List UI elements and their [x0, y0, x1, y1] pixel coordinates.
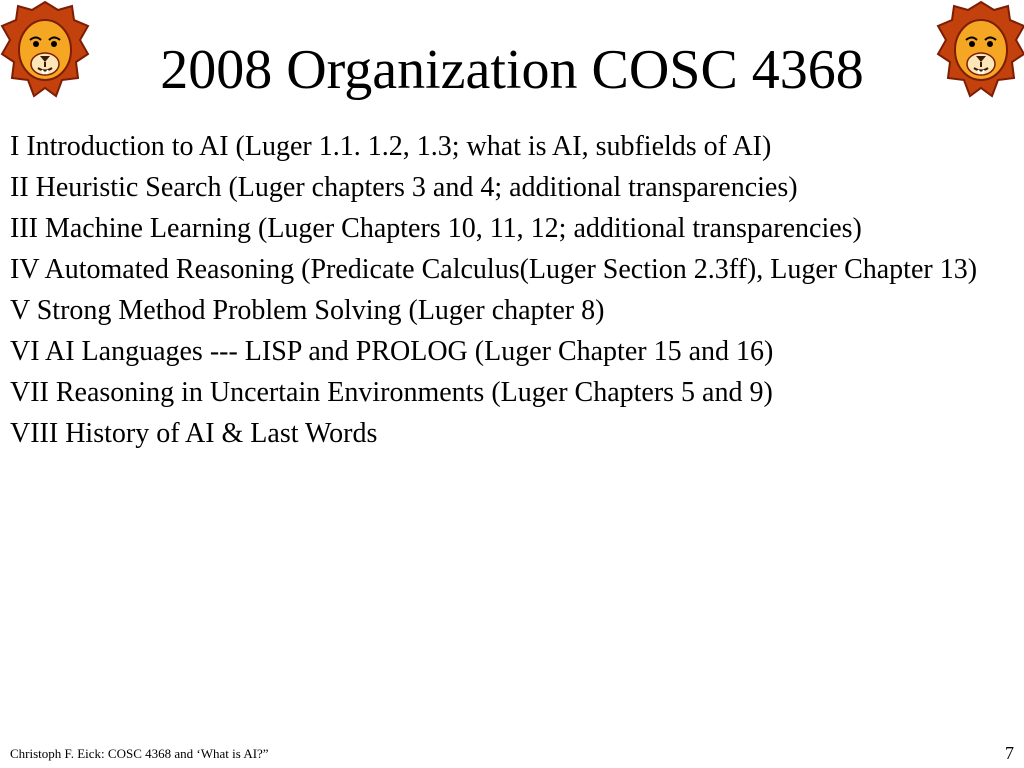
topic-item: VII Reasoning in Uncertain Environments (Luger Chapters 5 and 9) — [10, 377, 773, 408]
footer-credit: Christoph F. Eick: COSC 4368 and ‘What is AI?” — [10, 746, 269, 761]
slide-title: 2008 Organization COSC 4368 — [160, 39, 864, 101]
topic-item: VI AI Languages --- LISP and PROLOG (Luger Chapter 15 and 16) — [10, 336, 774, 367]
topic-item: III Machine Learning (Luger Chapters 10, 11, 12; additional transparencies) — [10, 213, 862, 244]
slide-number: 7 — [1005, 743, 1014, 763]
topic-item: I Introduction to AI (Luger 1.1. 1.2, 1.3; what is AI, subfields of AI) — [10, 131, 772, 162]
topic-item: IV Automated Reasoning (Predicate Calculus(Luger Section 2.3ff), Luger Chapter 13) — [10, 254, 978, 285]
topic-item: VIII History of AI & Last Words — [10, 418, 378, 449]
topic-item: V Strong Method Problem Solving (Luger chapter 8) — [10, 295, 605, 326]
topic-item: II Heuristic Search (Luger chapters 3 and 4; additional transparencies) — [10, 172, 798, 203]
topic-list — [10, 130, 1014, 458]
